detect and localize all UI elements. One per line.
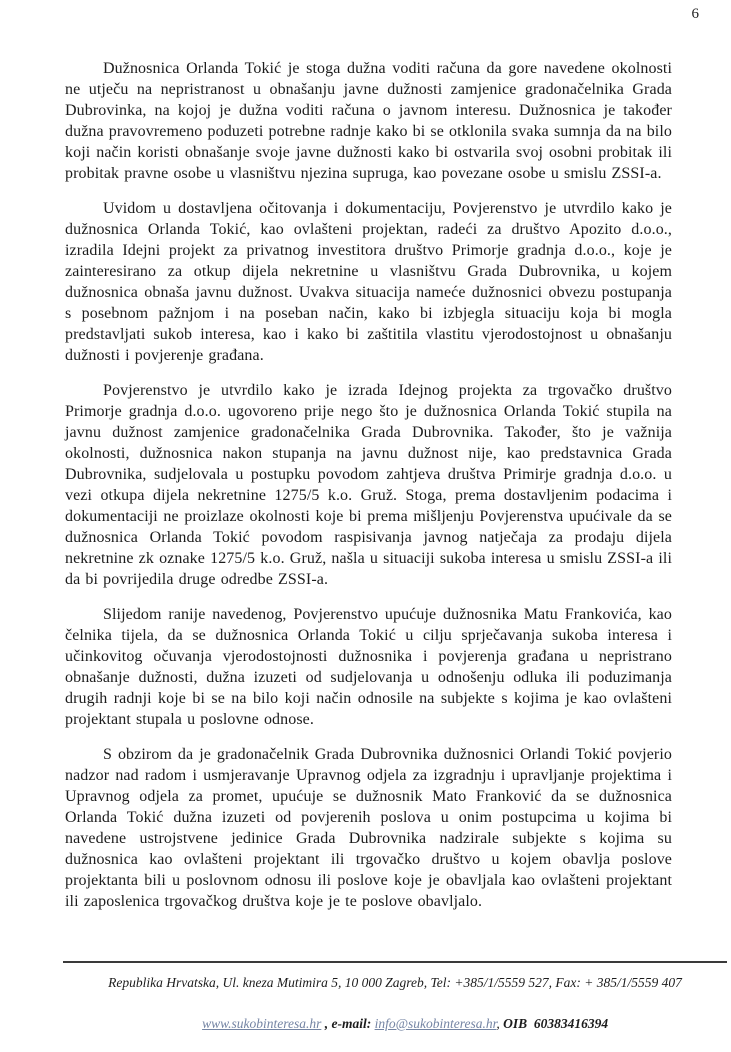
- oib-separator: ,: [496, 1016, 504, 1031]
- footer-contact-line: [63, 1000, 727, 1048]
- paragraph-1: Dužnosnica Orlanda Tokić je stoga dužna voditi računa da gore navedene okolnosti ne utječu na nepristranost u obnašanju javne dužnosti zamjenice gradonačelnika Grada Dubrovinka, na kojoj je dužna voditi računa o javnom interesu. Dužnosnica je također dužna pravovremeno poduzeti potrebne radnje kako bi se otklonila svaka sumnja da na bilo koji način koristi obnašanje svoje javne dužnosti kako bi ostvarila svoj osobni probitak ili probitak pravne osobe u vlasništvu njezina supruga, kao povezane osobe u smislu ZSSI-a.: [65, 60, 672, 182]
- paragraph-4: Slijedom ranije navedenog, Povjerenstvo upućuje dužnosnika Matu Frankovića, kao čelnika tijela, da se dužnosnica Orlanda Tokić u cilju sprječavanja sukoba interesa i učinkovitog očuvanja vjerodostojnosti dužnosnika i povjerenja građana u nepristrano obnašanje dužnosti, dužna izuzeti od sudjelovanja u odnošenju odluka ili poduzimanja drugih radnji koje bi se na bilo koji način odnosile na subjekte s kojima je kao ovlašteni projektant stupala u poslovne odnose.: [65, 606, 672, 728]
- oib-value: OIB 60383416394: [503, 1016, 609, 1031]
- document-body: [65, 58, 672, 926]
- page-footer: [63, 961, 727, 1048]
- website-link[interactable]: www.sukobinteresa.hr: [202, 1016, 322, 1031]
- footer-divider: [63, 961, 727, 963]
- email-label: , e-mail:: [321, 1016, 375, 1031]
- paragraph-3: Povjerenstvo je utvrdilo kako je izrada Idejnog projekta za trgovačko društvo Primorje gradnja d.o.o. ugovoreno prije nego što je dužnosnica Orlanda Tokić stupila na javnu dužnost zamjenice gradonačelnika Grada Dubrovnika. Također, što je važnija okolnosti, dužnosnica nakon stupanja na javnu dužnost nije, kao predstavnica Grada Dubrovnika, sudjelovala u postupku povodom zahtjeva društva Primirje gradnja d.o.o. u vezi otkupa dijela nekretnine 1275/5 k.o. Gruž. Stoga, prema dostavljenim podacima i dokumentaciji ne proizlaze okolnosti koje bi prema mišljenju Povjerenstva upućivale da se dužnosnica Orlanda Tokić povodom raspisivanja javnog natječaja za prodaju dijela nekretnine zk oznake 1275/5 k.o. Gruž, našla u situaciji sukoba interesa u smislu ZSSI-a ili da bi povrijedila druge odredbe ZSSI-a.: [65, 382, 672, 588]
- page-number: 6: [691, 6, 699, 22]
- footer-address-line: Republika Hrvatska, Ul. kneza Mutimira 5, 10 000 Zagreb, Tel: +385/1/5559 527, Fax: + 385/1/5559 407: [108, 975, 682, 990]
- email-link[interactable]: info@sukobinteresa.hr: [374, 1016, 497, 1031]
- paragraph-5: S obzirom da je gradonačelnik Grada Dubrovnika dužnosnici Orlandi Tokić povjerio nadzor nad radom i usmjeravanje Upravnog odjela za izgradnju i upravljanje projektima i Upravnog odjela za promet, upućuje se dužnosnik Mato Franković da se dužnosnica Orlanda Tokić dužna izuzeti od povjerenih poslova u onim postupcima u kojima bi navedene ustrojstvene jedinice Grada Dubrovnika nadzirale subjekte s kojima su dužnosnica kao ovlašteni projektant ili trgovačko društvo u kojem obavlja poslove projektanta bili u poslovnom odnosu ili poslove koje je obavljala kao ovlašteni projektant ili zaposlenica trgovačkog društva koje je te poslove obavljalo.: [65, 746, 672, 910]
- paragraph-2: Uvidom u dostavljena očitovanja i dokumentaciju, Povjerenstvo je utvrdilo kako je dužnosnica Orlanda Tokić, kao ovlašteni projektan, radeći za društvo Apozito d.o.o., izradila Idejni projekt za privatnog investitora društvo Primorje gradnja d.o.o., koje je zainteresirano za otkup dijela nekretnine u vlasništvu Grada Dubrovnika, u kojem dužnosnica obnaša javnu dužnost. Uvakva situacija nameće dužnosnici obvezu postupanja s posebnom pažnjom i na poseban način, kako bi izbjegla situaciju koja bi mogla predstavljati sukob interesa, kao i kako bi zaštitila vlastitu vjerodostojnost u obnašanju dužnosti i povjerenje građana.: [65, 200, 672, 364]
